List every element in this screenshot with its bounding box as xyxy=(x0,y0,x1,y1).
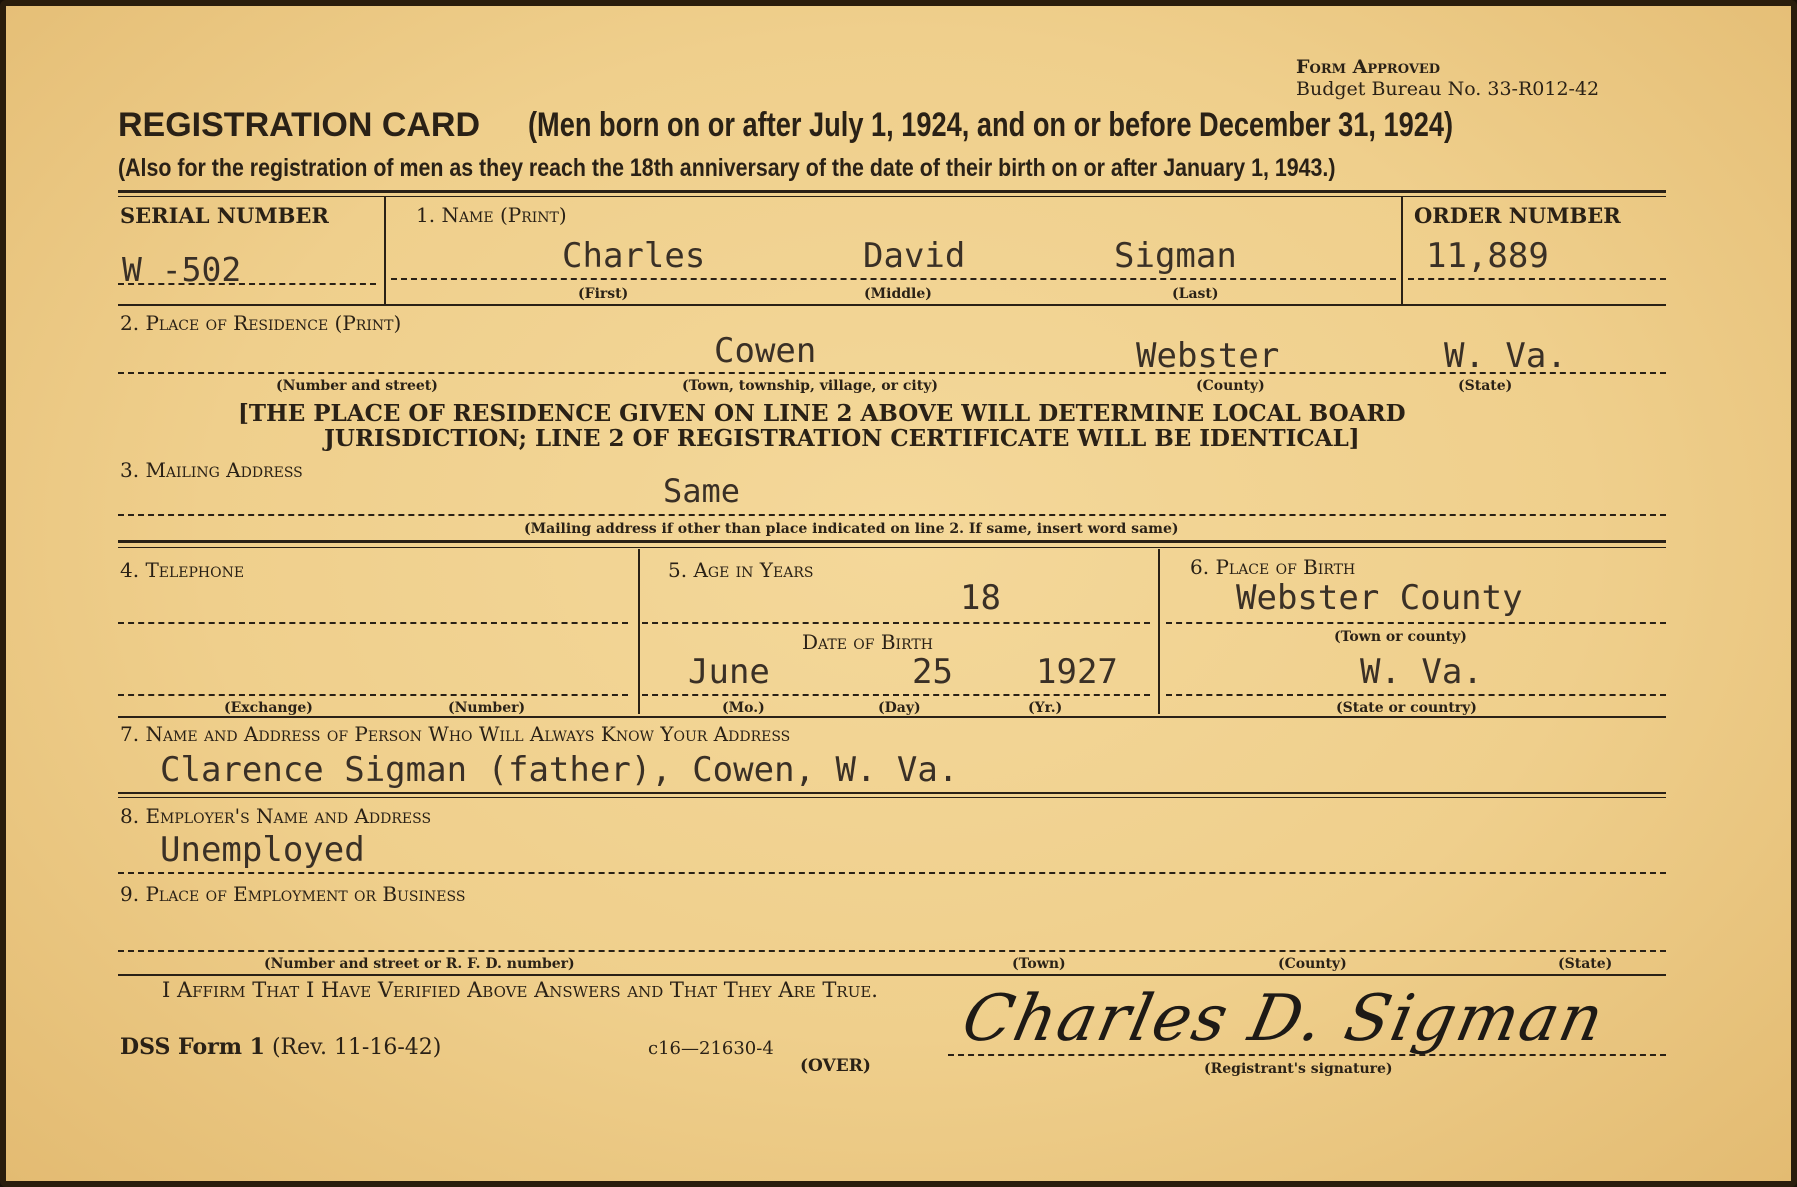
employment-town-caption: (Town) xyxy=(1012,956,1066,972)
employment-street-caption: (Number and street or R. F. D. number) xyxy=(264,956,575,972)
card-title: REGISTRATION CARD xyxy=(118,106,481,144)
form-approved-label: Form Approved xyxy=(1296,56,1441,78)
birthplace-state-value: W. Va. xyxy=(1360,652,1483,692)
telephone-number-caption: (Number) xyxy=(448,700,526,716)
birthplace-town-caption: (Town or county) xyxy=(1334,629,1467,645)
residence-notice-line1: [THE PLACE OF RESIDENCE GIVEN ON LINE 2 ABOVE WILL DETERMINE LOCAL BOARD xyxy=(238,400,1406,427)
birth-year-value: 1927 xyxy=(1036,652,1118,692)
residence-town-caption: (Town, township, village, or city) xyxy=(682,378,938,394)
form-id xyxy=(120,1034,441,1060)
first-name-value: Charles xyxy=(562,236,706,276)
over-label: (OVER) xyxy=(800,1056,871,1076)
employment-county-caption: (County) xyxy=(1278,956,1347,972)
date-of-birth-label: Date of Birth xyxy=(802,630,933,654)
middle-name-value: David xyxy=(863,236,966,276)
telephone-exchange-caption: (Exchange) xyxy=(224,700,313,716)
card-subtitle: (Also for the registration of men as they reach the 18th anniversary of the date of their birth on or after January 1, 1943.) xyxy=(118,154,1336,182)
residence-county-caption: (County) xyxy=(1196,378,1265,394)
employer-label: 8. Employer's Name and Address xyxy=(120,804,432,828)
middle-name-caption: (Middle) xyxy=(864,286,932,302)
last-name-caption: (Last) xyxy=(1172,286,1219,302)
place-of-birth-label: 6. Place of Birth xyxy=(1190,555,1356,579)
print-code: c16—21630-4 xyxy=(648,1038,774,1059)
age-value: 18 xyxy=(960,578,1001,618)
registrant-signature: Charles D. Sigman xyxy=(956,982,1612,1056)
employer-value: Unemployed xyxy=(160,830,365,870)
residence-town-value: Cowen xyxy=(714,331,817,371)
age-label: 5. Age in Years xyxy=(668,558,814,582)
form-revision: (Rev. 11-16-42) xyxy=(271,1035,442,1060)
budget-bureau-number: Budget Bureau No. 33-R012-42 xyxy=(1296,78,1600,100)
birthplace-state-caption: (State or country) xyxy=(1336,700,1477,716)
residence-street-caption: (Number and street) xyxy=(276,378,438,394)
contact-person-value: Clarence Sigman (father), Cowen, W. Va. xyxy=(160,750,959,790)
residence-label: 2. Place of Residence (Print) xyxy=(120,311,402,335)
order-number-value: 11,889 xyxy=(1426,236,1549,276)
affirmation-text: I Affirm That I Have Verified Above Answers and That They Are True. xyxy=(162,978,878,1002)
employment-state-caption: (State) xyxy=(1558,956,1613,972)
card-title-subtitle: (Men born on or after July 1, 1924, and on or before December 31, 1924) xyxy=(528,106,1454,144)
serial-number-label: SERIAL NUMBER xyxy=(120,203,329,228)
signature-caption: (Registrant's signature) xyxy=(1204,1061,1393,1077)
residence-county-value: Webster xyxy=(1136,336,1280,376)
form-id-name: DSS Form 1 xyxy=(120,1034,265,1060)
serial-number-value: W -502 xyxy=(122,250,242,289)
mailing-address-caption: (Mailing address if other than place indicated on line 2. If same, insert word same) xyxy=(524,521,1179,537)
name-label: 1. Name (Print) xyxy=(416,203,567,227)
employment-place-label: 9. Place of Employment or Business xyxy=(120,882,466,906)
mailing-address-label: 3. Mailing Address xyxy=(120,458,303,482)
residence-state-caption: (State) xyxy=(1458,378,1513,394)
birth-year-caption: (Yr.) xyxy=(1028,700,1063,716)
residence-notice-line2: JURISDICTION; LINE 2 OF REGISTRATION CERTIFICATE WILL BE IDENTICAL] xyxy=(324,425,1360,452)
order-number-label: ORDER NUMBER xyxy=(1414,203,1621,228)
contact-person-label: 7. Name and Address of Person Who Will Always Know Your Address xyxy=(120,722,791,746)
birth-day-value: 25 xyxy=(912,652,953,692)
residence-state-value: W. Va. xyxy=(1444,336,1567,376)
telephone-label: 4. Telephone xyxy=(120,558,245,582)
birth-day-caption: (Day) xyxy=(878,700,921,716)
birth-month-value: June xyxy=(688,652,770,692)
mailing-address-value: Same xyxy=(663,472,741,510)
birthplace-town-value: Webster County xyxy=(1236,578,1523,618)
first-name-caption: (First) xyxy=(578,286,629,302)
last-name-value: Sigman xyxy=(1114,236,1237,276)
birth-month-caption: (Mo.) xyxy=(722,700,765,716)
